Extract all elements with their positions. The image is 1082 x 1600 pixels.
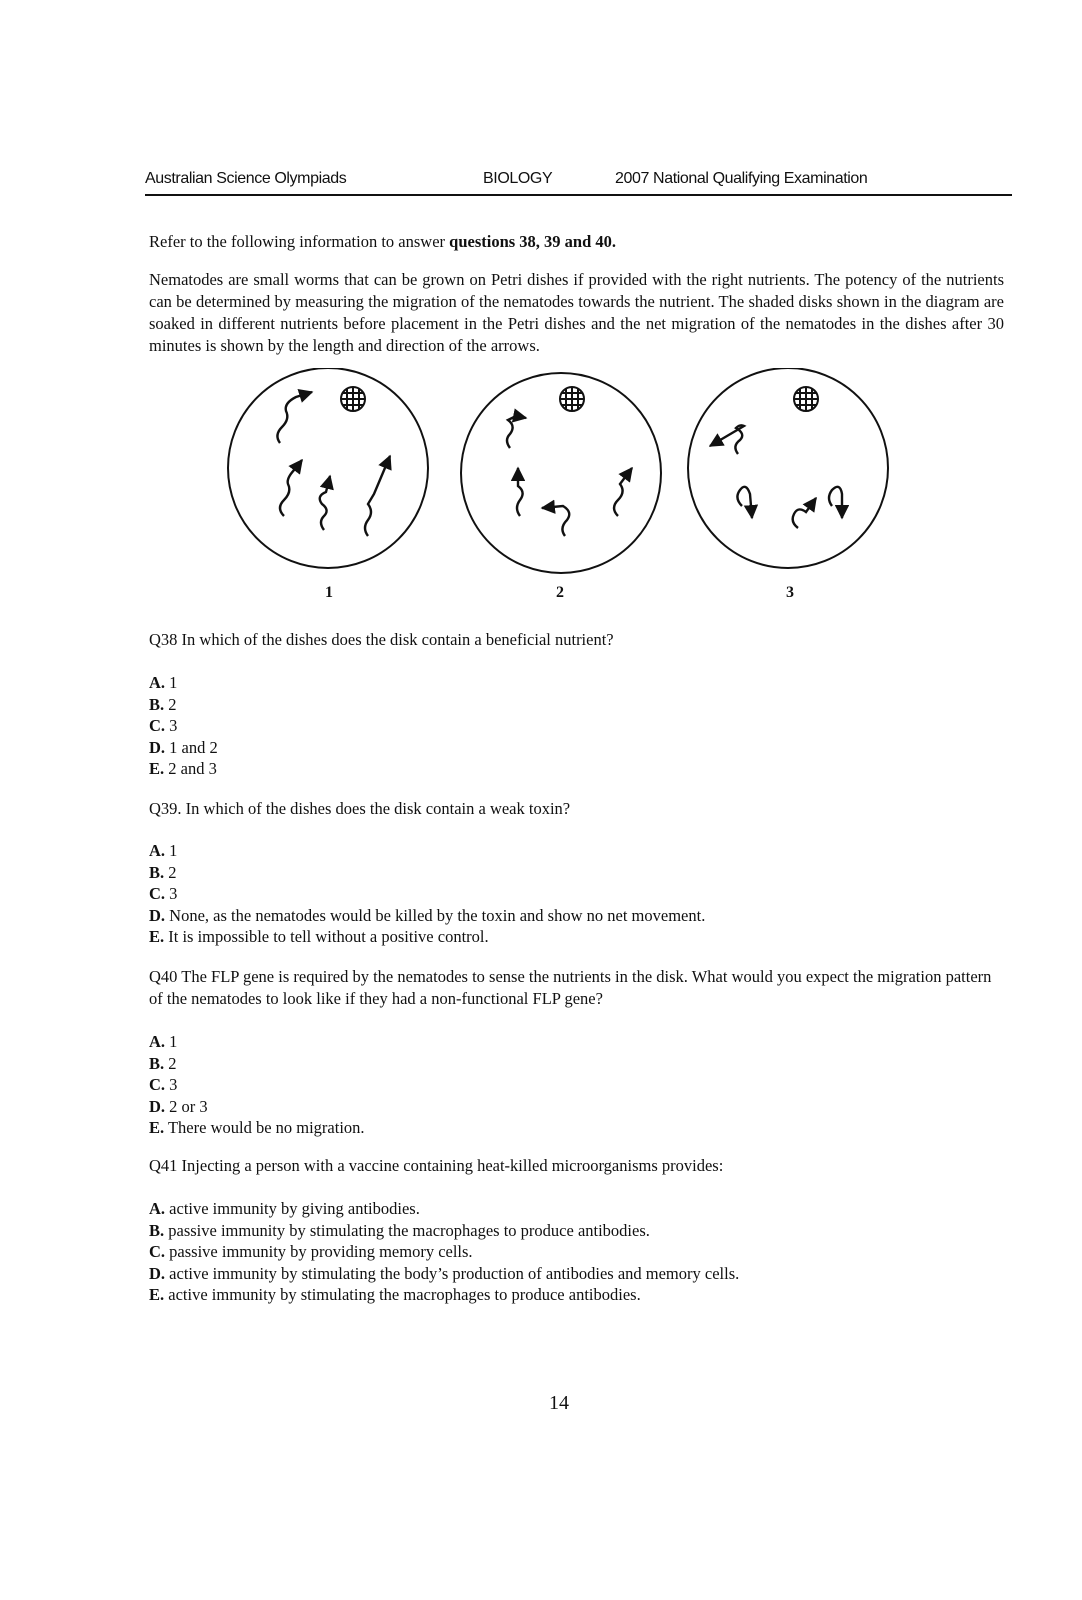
nematode-arrow-icon: [277, 392, 390, 536]
option-c: C. passive immunity by providing memory cells.: [149, 1242, 473, 1261]
option-d: D. 2 or 3: [149, 1096, 208, 1116]
header-subject: BIOLOGY: [483, 170, 553, 187]
option-a: A. 1: [149, 673, 178, 692]
option-a: A. active immunity by giving antibodies.: [149, 1199, 420, 1218]
question-40: [149, 966, 1004, 1010]
option-c: C. 3: [149, 716, 178, 735]
dish-label-2: 2: [556, 584, 564, 601]
option-d: D. None, as the nematodes would be killed by the toxin and show no net movement.: [149, 905, 706, 925]
option-e: E. 2 and 3: [149, 759, 217, 778]
option-b: B. 2: [149, 694, 177, 714]
petri-dish-2: [461, 373, 661, 573]
option-d: D. 1 and 2: [149, 737, 218, 757]
option-e: E. active immunity by stimulating the macrophages to produce antibodies.: [149, 1285, 641, 1304]
question-38: [149, 629, 1004, 651]
petri-dish-3: [688, 368, 888, 568]
header-exam-title: 2007 National Qualifying Examination: [615, 170, 868, 187]
option-a: A. 1: [149, 1032, 178, 1051]
option-a: A. 1: [149, 841, 178, 860]
intro-paragraph: Nematodes are small worms that can be grown on Petri dishes if provided with the right nutrients. The potency of the nutrients can be determined by measuring the migration of the nematodes towards the nutrient. The shaded disks shown in the diagram are soaked in different nutrients before placement in the Petri dishes and the net migration of the nematodes in the dishes after 30 minutes is shown by the length and direction of the arrows.: [149, 270, 1004, 355]
dish-label-3: 3: [786, 584, 794, 601]
option-c: C. 3: [149, 1075, 178, 1094]
nutrient-disk-icon: [794, 387, 818, 411]
nutrient-disk-icon: [560, 387, 584, 411]
question-39-options: [149, 840, 1004, 948]
intro-reference: [149, 231, 1004, 253]
question-41-options: [149, 1198, 1004, 1306]
question-number: Q41: [149, 1156, 178, 1175]
question-number: Q40: [149, 967, 178, 986]
petri-dish-diagram: [220, 368, 920, 618]
option-b: B. passive immunity by stimulating the macrophages to produce antibodies.: [149, 1220, 650, 1240]
question-number: Q39.: [149, 799, 182, 818]
option-b: B. 2: [149, 1053, 177, 1073]
nematode-arrow-icon: [507, 416, 632, 536]
question-40-options: [149, 1031, 1004, 1139]
question-38-options: [149, 672, 1004, 780]
nutrient-disk-icon: [341, 387, 365, 411]
page-header: [145, 170, 1012, 196]
option-e: E. There would be no migration.: [149, 1118, 365, 1137]
question-text: Injecting a person with a vaccine containing heat-killed microorganisms provides:: [181, 1156, 724, 1175]
question-text: In which of the dishes does the disk contain a beneficial nutrient?: [181, 630, 614, 649]
question-number: Q38: [149, 630, 178, 649]
intro-reference-questions: questions 38, 39 and 40.: [449, 232, 617, 251]
question-text: In which of the dishes does the disk contain a weak toxin?: [185, 799, 571, 818]
header-organization: Australian Science Olympiads: [145, 170, 347, 187]
page-number: 14: [549, 1392, 569, 1414]
question-text: The FLP gene is required by the nematodes to sense the nutrients in the disk. What would you expect the migration pattern of the nematodes to look like if they had a non-functional FLP gene?: [149, 967, 992, 1008]
nematode-arrow-icon: [710, 425, 842, 528]
dish-label-1: 1: [325, 584, 333, 601]
intro-reference-prefix: Refer to the following information to answer: [149, 232, 450, 251]
question-39: [149, 798, 1004, 820]
petri-dish-1: [228, 368, 428, 568]
question-41: [149, 1155, 1004, 1177]
option-d: D. active immunity by stimulating the body’s production of antibodies and memory cells.: [149, 1263, 740, 1283]
option-b: B. 2: [149, 862, 177, 882]
option-c: C. 3: [149, 884, 178, 903]
option-e: E. It is impossible to tell without a positive control.: [149, 927, 489, 946]
